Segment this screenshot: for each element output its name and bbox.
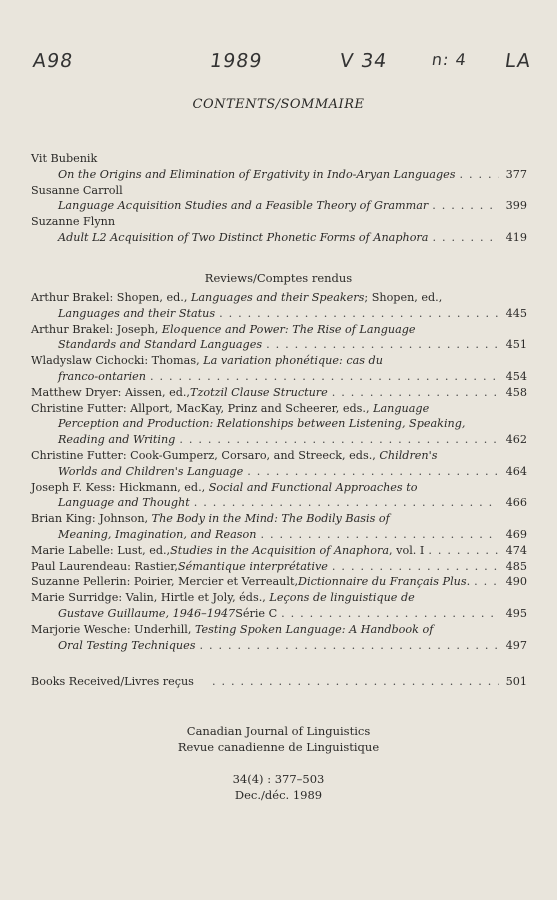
review-author: Christine Futter: Allport, MacKay, Prinz and Scheerer, eds., xyxy=(31,401,374,415)
review-author: Wladyslaw Cichocki: Thomas, xyxy=(31,354,204,368)
journal-footer xyxy=(0,724,557,803)
review-entry xyxy=(31,622,527,654)
review-entry xyxy=(31,590,527,622)
page-number: 466 xyxy=(505,496,527,510)
journal-name-fr: Revue canadienne de Linguistique xyxy=(177,739,380,754)
review-entry xyxy=(31,448,527,480)
review-author: Matthew Dryer: Aissen, ed., xyxy=(31,385,190,399)
review-entry xyxy=(31,480,527,512)
handwritten-note-1: A98 xyxy=(31,50,75,72)
review-title: Standards and Standard Languages xyxy=(58,338,263,352)
review-title: Eloquence and Power: The Rise of Language xyxy=(161,322,416,336)
review-title: Languages and their Speakers xyxy=(190,291,365,304)
review-text: Série C xyxy=(235,606,278,620)
page-number: 377 xyxy=(505,167,527,181)
page-number: 469 xyxy=(505,527,527,541)
review-author: Marie Labelle: Lust, ed., xyxy=(31,543,171,557)
handwritten-note-3: V 34 xyxy=(338,50,389,72)
review-author: Paul Laurendeau: Rastier, xyxy=(31,559,178,573)
review-title: Perception and Production: Relationships between Listening, Speaking, xyxy=(58,417,466,431)
page-number: 485 xyxy=(505,559,527,573)
review-author: Christine Futter: Cook-Gumperz, Corsaro, and Streeck, eds., xyxy=(31,448,380,462)
reviews-heading: Reviews/Comptes rendus xyxy=(204,271,353,285)
review-title: Worlds and Children's Language xyxy=(58,464,244,478)
review-entry xyxy=(31,543,527,559)
review-title: Language and Thought xyxy=(58,496,190,510)
review-text: , vol. I xyxy=(389,543,425,557)
review-title: Reading and Writing xyxy=(58,433,176,447)
page-number: 497 xyxy=(505,638,527,652)
article-author: Vit Bubenik xyxy=(31,152,98,165)
review-entry xyxy=(31,401,527,448)
review-title: Dictionnaire du Français Plus xyxy=(298,575,467,589)
page-number: 454 xyxy=(505,369,527,383)
review-title: Studies in the Acquisition of Anaphora xyxy=(170,543,390,557)
review-title: Languages and their Status xyxy=(58,306,216,320)
review-author: Marie Surridge: Valin, Hirtle et Joly, éds., xyxy=(31,591,270,605)
review-entry xyxy=(31,574,527,590)
article-author: Suzanne Flynn xyxy=(31,215,116,229)
review-text: ; Shopen, ed., xyxy=(364,291,443,304)
books-received-entry xyxy=(31,674,527,690)
review-entry xyxy=(31,322,527,354)
review-author: Marjorie Wesche: Underhill, xyxy=(31,622,195,636)
page-number: 474 xyxy=(505,543,527,557)
review-author: Arthur Brakel: Joseph, xyxy=(31,322,162,336)
article-author: Susanne Carroll xyxy=(31,183,123,197)
review-entry xyxy=(31,385,527,401)
handwritten-note-4: n: 4 xyxy=(430,50,469,69)
page-number: 399 xyxy=(505,199,527,213)
article-entry xyxy=(31,198,527,214)
page-number: 495 xyxy=(505,606,527,620)
review-author: Brian King: Johnson, xyxy=(31,512,152,526)
review-entry xyxy=(31,353,527,385)
page-number: 501 xyxy=(505,675,527,688)
article-title: Adult L2 Acquisition of Two Distinct Phonetic Forms of Anaphora xyxy=(58,230,429,244)
page-number: 451 xyxy=(505,338,527,352)
review-title: Gustave Guillaume, 1946–1947 xyxy=(58,606,236,620)
review-author: Arthur Brakel: Shopen, ed., xyxy=(31,291,191,304)
review-title: Social and Functional Approaches to xyxy=(208,480,418,494)
review-title: Sémantique interprétative xyxy=(177,559,328,573)
review-title: La variation phonétique: cas du xyxy=(203,354,383,368)
page-number: 464 xyxy=(505,464,527,478)
page-number: 462 xyxy=(505,433,527,447)
review-title: franco-ontarien xyxy=(58,369,147,383)
article-title: On the Origins and Elimination of Ergativity in Indo-Aryan Languages xyxy=(58,167,456,181)
article-title: Language Acquisition Studies and a Feasible Theory of Grammar xyxy=(58,199,429,213)
books-received-label: Books Received/Livres reçus xyxy=(31,675,194,688)
review-title: Leçons de linguistique de xyxy=(269,591,415,605)
volume-issue: 34(4) : 377–503 xyxy=(232,772,325,786)
review-entry xyxy=(31,559,527,575)
article-entry xyxy=(31,167,527,183)
review-title: Testing Spoken Language: A Handbook of xyxy=(194,622,434,636)
review-title: Language xyxy=(373,401,430,415)
review-author: Suzanne Pellerin: Poirier, Mercier et Verreault, xyxy=(31,575,299,589)
issue-date: Dec./déc. 1989 xyxy=(234,787,323,802)
review-entry xyxy=(31,511,527,543)
review-title: Oral Testing Techniques xyxy=(58,638,196,652)
articles-list xyxy=(31,151,527,246)
review-title: Children's xyxy=(379,448,438,462)
review-title: Meaning, Imagination, and Reason xyxy=(58,527,257,541)
handwritten-note-2: 1989 xyxy=(208,50,264,72)
page-number: 458 xyxy=(505,385,527,399)
journal-name-en: Canadian Journal of Linguistics xyxy=(186,724,371,738)
page-title: CONTENTS/SOMMAIRE xyxy=(192,97,365,112)
article-entry xyxy=(31,230,527,246)
page-number: 445 xyxy=(505,306,527,320)
reviews-list xyxy=(31,290,527,653)
review-entry xyxy=(31,290,527,322)
handwritten-note-5: LA xyxy=(503,50,533,72)
review-title: Tzotzil Clause Structure xyxy=(189,385,328,399)
page-number: 419 xyxy=(505,230,527,244)
review-text: . xyxy=(466,575,471,589)
review-title: The Body in the Mind: The Bodily Basis of xyxy=(151,512,390,526)
review-author: Joseph F. Kess: Hickmann, ed., xyxy=(31,480,209,494)
page-number: 490 xyxy=(505,575,527,589)
